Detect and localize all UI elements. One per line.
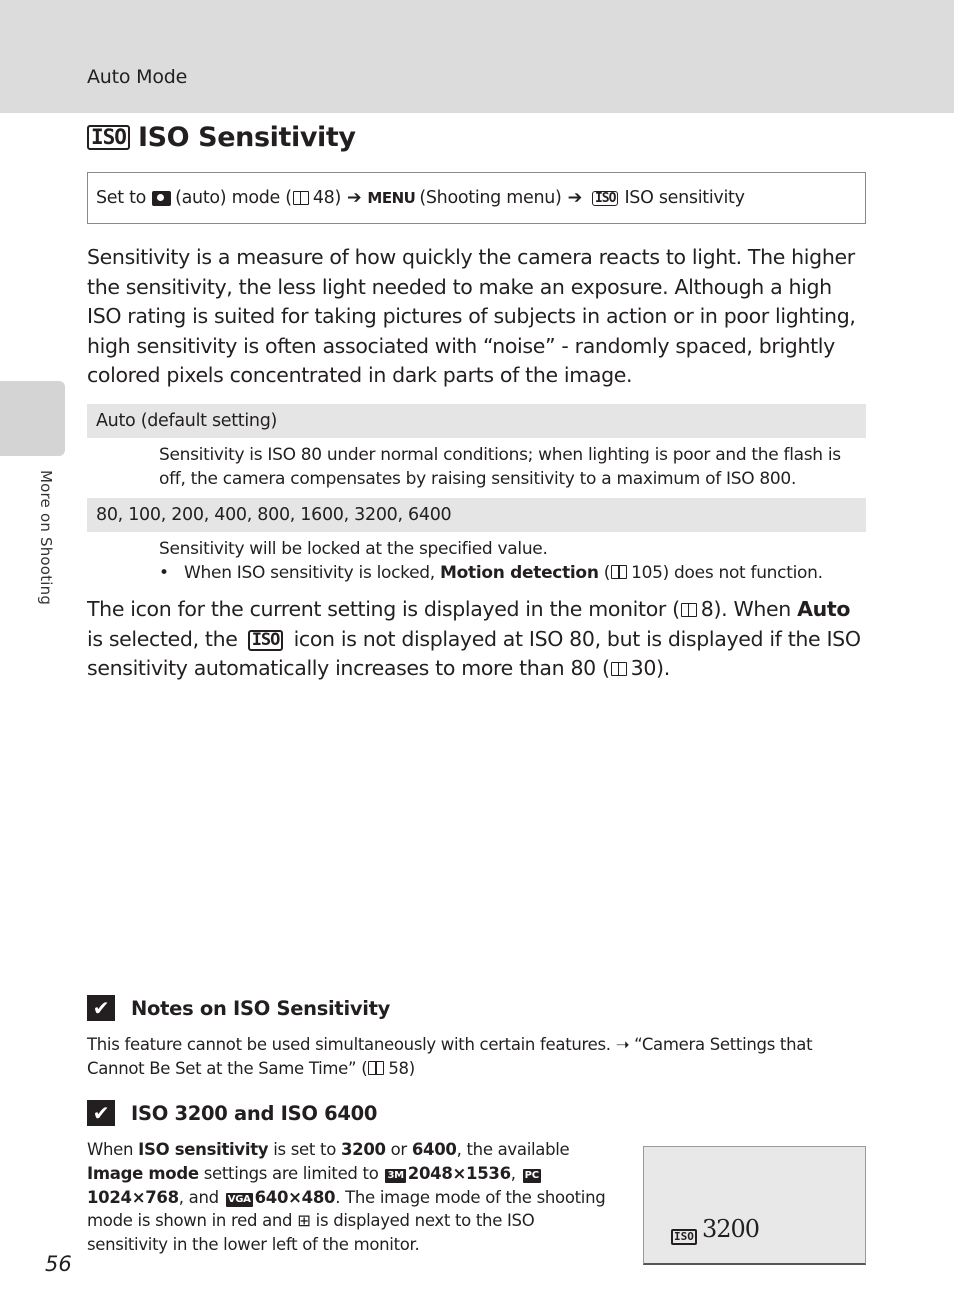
note2-t6: ,: [510, 1163, 516, 1183]
para2-auto: Auto: [797, 597, 851, 621]
note1-ref: 58): [388, 1058, 415, 1078]
page-title-text: ISO Sensitivity: [137, 122, 356, 153]
note2-b6: 1024×768: [87, 1187, 179, 1207]
menu-icon: MENU: [367, 189, 416, 207]
note2-t4: , the available: [456, 1140, 570, 1159]
iso-icon: ISO: [592, 191, 618, 206]
note2-t2: is set to: [273, 1140, 336, 1159]
note1-text: [87, 1033, 857, 1080]
section-header: Auto Mode: [87, 66, 188, 88]
check-icon: ✔: [87, 995, 115, 1021]
note2-title: ISO 3200 and ISO 6400: [131, 1101, 378, 1125]
note2-heading: [87, 1100, 377, 1126]
note2-b7: 640×480: [254, 1187, 336, 1207]
bullet-text-paren: (: [603, 563, 611, 583]
menu-path-set-to: Set to: [96, 188, 147, 208]
image-mode-vga-icon: VGA: [227, 1193, 251, 1205]
note2-b1: ISO sensitivity: [138, 1140, 269, 1159]
para2-part4: icon is not displayed at ISO 80, but is displayed if the ISO sensitivity automatically increases to more than 80 (: [87, 626, 861, 681]
note2-t3: or: [390, 1140, 407, 1159]
note1-heading: [87, 995, 390, 1021]
setting-bullet: [159, 561, 823, 585]
setting-name-auto: Auto (default setting): [87, 404, 866, 438]
book-icon: [368, 1061, 384, 1075]
book-icon: [681, 603, 697, 617]
image-mode-pc-icon: PC: [524, 1169, 539, 1181]
intro-paragraph: Sensitivity is a measure of how quickly the camera reacts to light. The higher the sensitivity, the less light needed to make an exposure. Although a high ISO rating is suited for taking pictures of subjects in action or in poor lighting, high sensitivity is often associated with “noise” - randomly spaced, brightly colored pixels concentrated in dark parts of the image.: [87, 245, 856, 388]
bullet-text-bold: Motion detection: [440, 563, 599, 583]
note1-title: Notes on ISO Sensitivity: [131, 996, 391, 1020]
arrow-right-icon: ➔: [347, 188, 362, 208]
note2-t1: When: [87, 1140, 134, 1159]
menu-path-target: ISO sensitivity: [624, 188, 745, 208]
header-band: [0, 0, 954, 113]
note2-text: [87, 1138, 617, 1257]
bullet-dot: •: [159, 563, 179, 583]
para2-part1: The icon for the current setting is displayed in the monitor (: [87, 597, 680, 621]
side-tab-label: More on Shooting: [37, 470, 55, 606]
menu-path-shooting-menu: (Shooting menu): [419, 188, 562, 208]
note2-b5: 2048×1536: [407, 1163, 511, 1183]
note2-t7: , and: [178, 1187, 219, 1207]
setting-desc-auto: Sensitivity is ISO 80 under normal conditions; when lighting is poor and the flash is off, the camera compensates by raising sensitivity to a maximum of ISO 800.: [159, 445, 841, 489]
monitor-icon-paragraph: [87, 595, 869, 684]
note2-b2: 3200: [340, 1140, 386, 1159]
para2-part2: 8). When: [700, 597, 791, 621]
note2-t5: settings are limited to: [203, 1163, 379, 1183]
monitor-iso-value: 3200: [702, 1215, 760, 1243]
bullet-text-post: 105) does not function.: [631, 563, 823, 583]
setting-desc-fixed: Sensitivity will be locked at the specified value.: [159, 539, 548, 559]
book-icon: [293, 191, 309, 205]
menu-path-box: [87, 172, 866, 224]
iso-icon: ISO: [671, 1229, 697, 1245]
note2-t8: . The image mode of the shooting mode is shown in red and: [87, 1187, 606, 1231]
note2-b3: 6400: [411, 1140, 457, 1159]
setting-name-fixed: 80, 100, 200, 400, 800, 1600, 3200, 6400: [87, 498, 866, 532]
note1-body: This feature cannot be used simultaneously with certain features. ➝ “Camera Settings that Cannot Be Set at the Same Time” (: [87, 1035, 813, 1078]
image-mode-3m-icon: 3M: [387, 1169, 404, 1181]
check-icon: ✔: [87, 1100, 115, 1126]
side-tab: [0, 381, 65, 456]
para2-part3: is selected, the: [87, 626, 238, 651]
page-number: 56: [45, 1252, 72, 1276]
note2-b4: Image mode: [87, 1163, 199, 1183]
iso-icon: ISO: [248, 630, 284, 651]
bullet-text-pre: When ISO sensitivity is locked,: [184, 563, 435, 583]
book-icon: [611, 662, 627, 676]
camera-icon: [152, 191, 171, 206]
page-title: [87, 122, 356, 153]
menu-path-auto: (auto) mode (: [175, 188, 292, 208]
plus-box-icon: ⊞: [297, 1211, 311, 1231]
arrow-right-icon: ➔: [567, 188, 582, 208]
para2-part5: 30).: [630, 656, 670, 681]
monitor-preview: [643, 1146, 866, 1265]
iso-icon: ISO: [87, 125, 130, 150]
note2-t9: is displayed next to the ISO sensitivity in the lower left of the monitor.: [87, 1211, 535, 1255]
menu-path-page-ref: 48): [312, 188, 342, 208]
book-icon: [611, 565, 627, 579]
